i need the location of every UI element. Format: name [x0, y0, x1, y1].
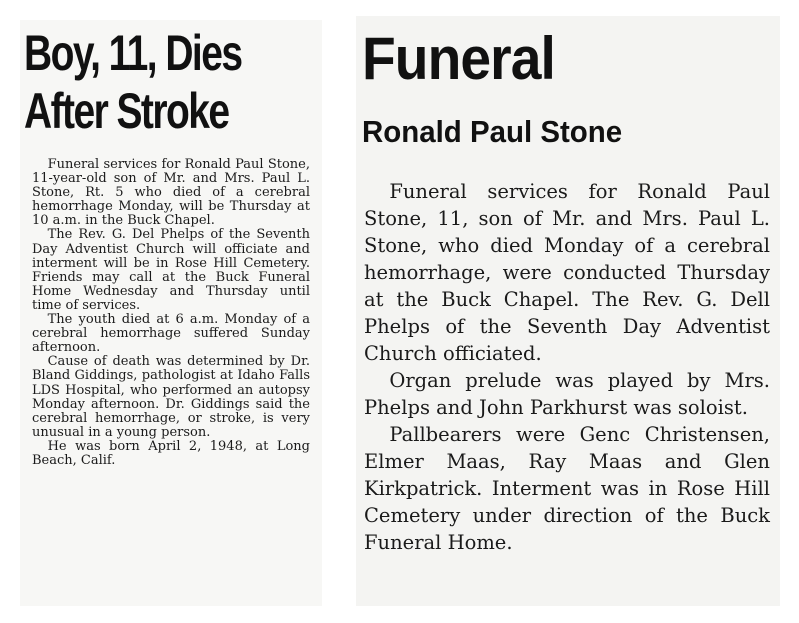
right-newspaper-clipping [356, 16, 780, 606]
left-paragraph-2: The Rev. G. Del Phelps of the Seventh Day Adventist Church will officiate and interment will be in Rose Hill Cemetery. Friends may call at the Buck Funeral Home Wednesday and Thursday until time of services. [32, 227, 310, 313]
right-article-body [364, 178, 770, 556]
left-paragraph-1: Funeral services for Ronald Paul Stone, 11-year-old son of Mr. and Mrs. Paul L. Stone, Rt. 5 who died of a cerebral hemorrhage Monday, will be Thursday at 10 a.m. in the Buck Chapel. [32, 157, 310, 229]
left-paragraph-4: Cause of death was determined by Dr. Bland Giddings, pathologist at Idaho Falls LDS Hospital, who performed an autopsy Monday afternoon. Dr. Giddings said the cerebral hemorrhage, or stroke, is very unusual in a young person. [32, 354, 310, 440]
left-newspaper-clipping [20, 20, 322, 606]
right-subheadline: Ronald Paul Stone [362, 114, 623, 149]
right-paragraph-2: Organ prelude was played by Mrs. Phelps and John Parkhurst was soloist. [364, 369, 770, 419]
left-headline-line-1: Boy, 11, Dies [24, 25, 242, 81]
right-headline: Funeral [362, 25, 555, 92]
right-paragraph-3: Pallbearers were Genc Christensen, Elmer Maas, Ray Maas and Glen Kirkpatrick. Interment was in Rose Hill Cemetery under direction of the Buck Funeral Home. [364, 423, 770, 554]
left-headline-line-2: After Stroke [24, 83, 229, 139]
left-article-body [32, 158, 310, 468]
right-paragraph-1: Funeral services for Ronald Paul Stone, 11, son of Mr. and Mrs. Paul L. Stone, who died Monday of a cerebral hemorrhage, were conducted Thursday at the Buck Chapel. The Rev. G. Dell Phelps of the Seventh Day Adventist Church officiated. [364, 180, 770, 365]
left-paragraph-5: He was born April 2, 1948, at Long Beach, Calif. [32, 438, 310, 468]
left-paragraph-3: The youth died at 6 a.m. Monday of a cerebral hemorrhage suffered Sunday afternoon. [32, 312, 310, 356]
